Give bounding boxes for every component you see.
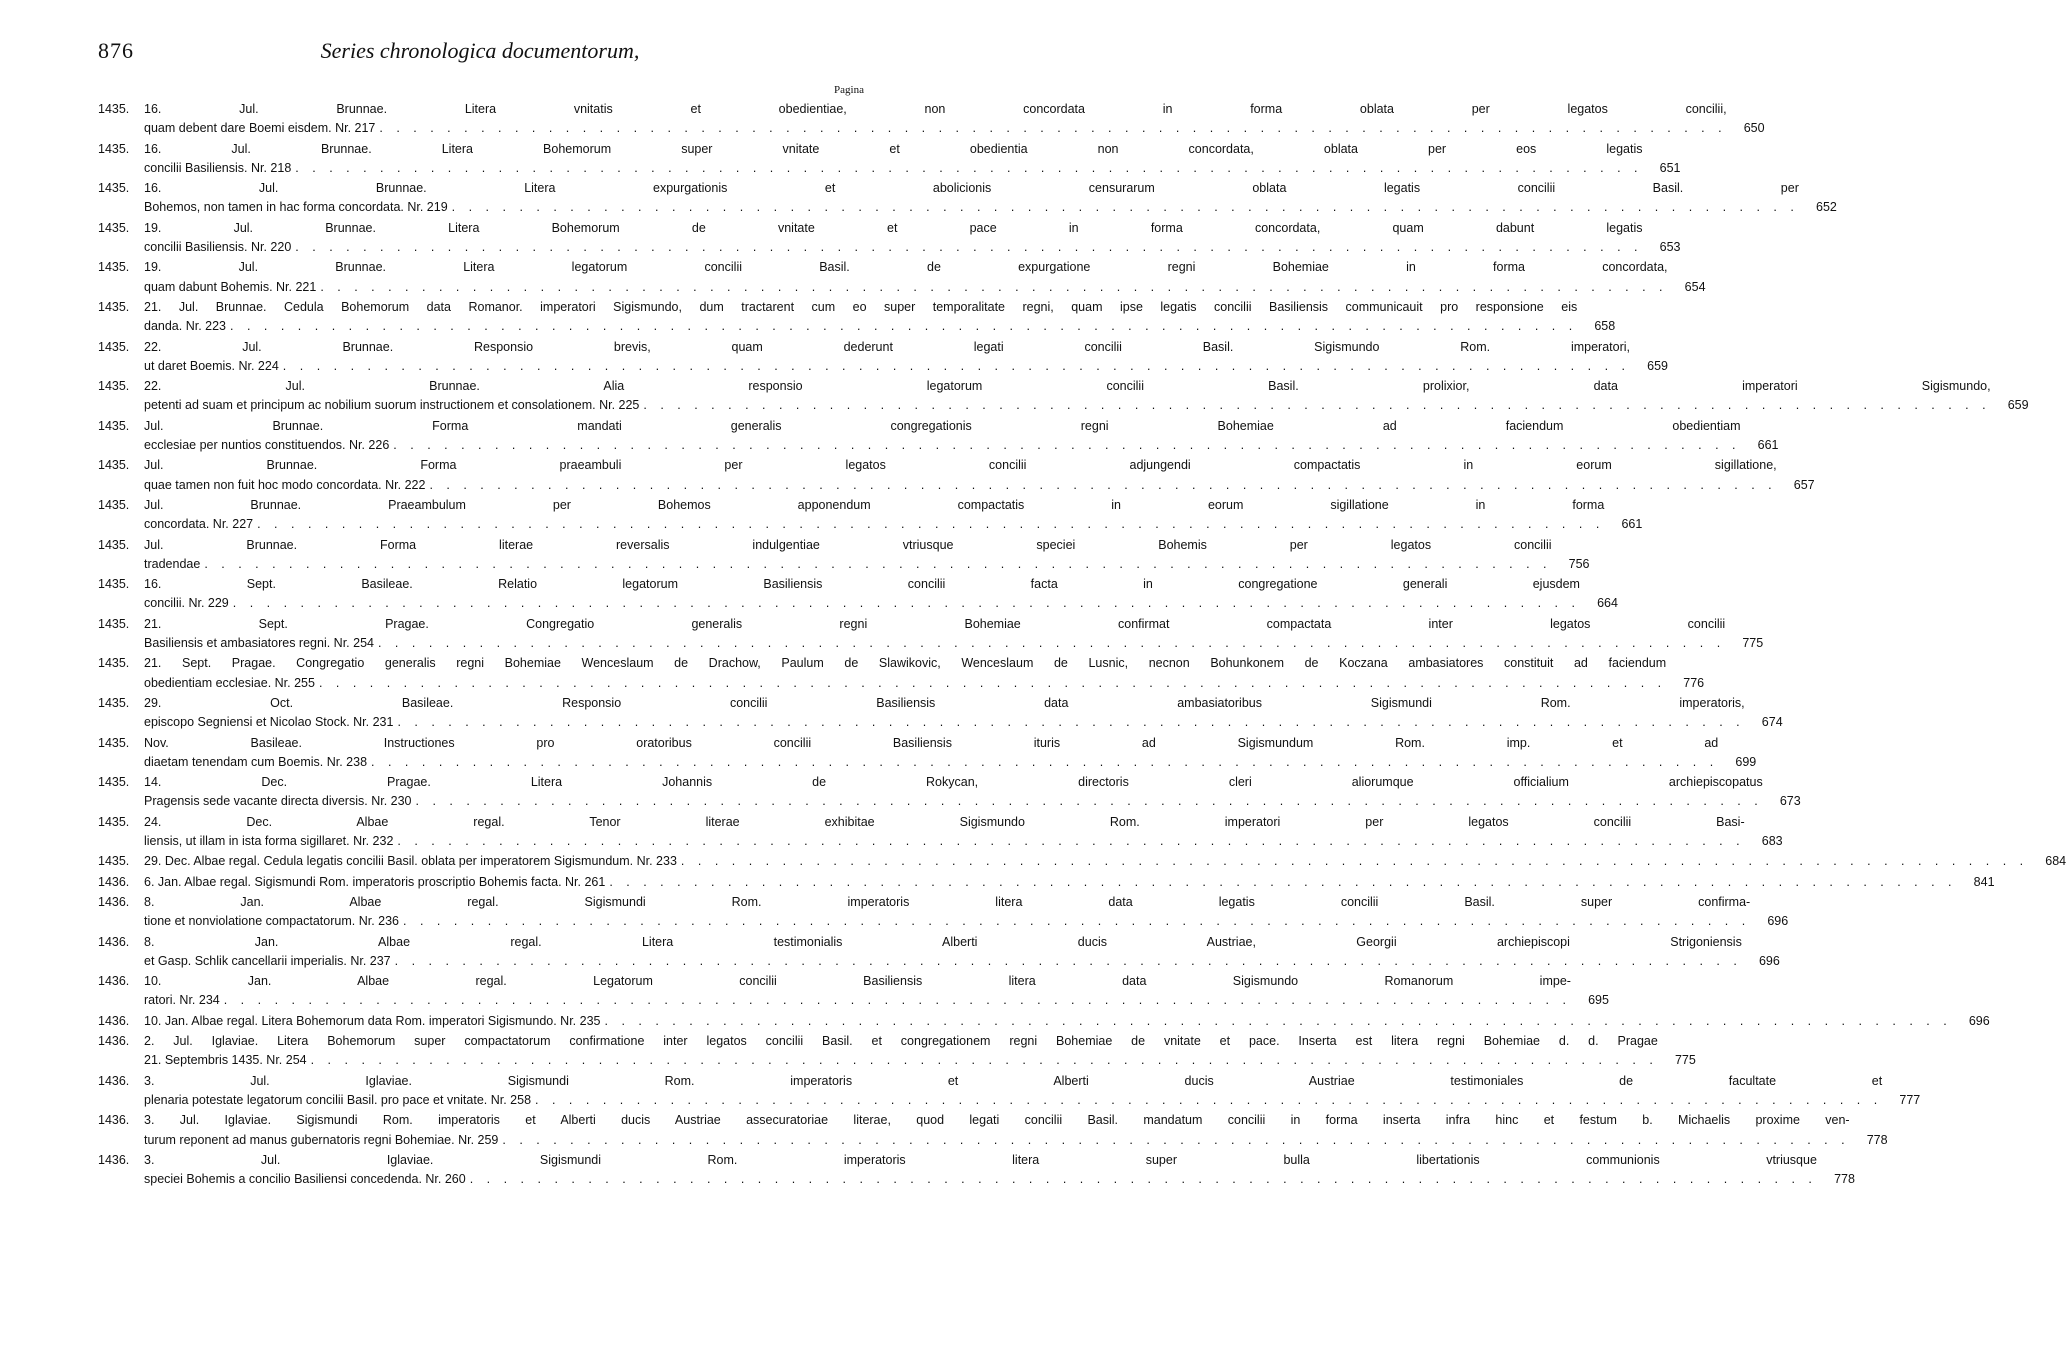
entry-text — [144, 377, 1991, 415]
entry-year: 1435. — [98, 418, 130, 433]
entry-last-text: plenaria potestate legatorum concilii Basil. pro pace et vnitate. Nr. 258 — [144, 1093, 532, 1108]
entry-row — [98, 813, 1783, 851]
entry-last-text: 29. Dec. Albae regal. Cedula legatis concilii Basil. oblata per imperatorem Sigismundum. Nr. 233 — [144, 854, 677, 869]
entry-text — [144, 456, 1777, 494]
entry-last-line — [144, 1170, 1817, 1189]
entry-year: 1436. — [98, 874, 130, 889]
entry-page-ref: 756 — [1568, 556, 1590, 571]
entry-page-ref: 650 — [1743, 121, 1765, 136]
dot-leader: . . . . . . . . . . . . . . . . . . . . . . . . . . . . . . . . . . . . . . . . . . . . . . . . . . . . . . . . . . . . . . . . . . . . . . . . . . . . . . . . — [310, 1053, 1658, 1068]
entry-lead-text: 16. Sept. Basileae. Relatio legatorum Basiliensis concilii facta in congregatione generali ejusdem — [144, 577, 1580, 592]
entry-text — [144, 536, 1552, 574]
entry-last-text: ut daret Boemis. Nr. 224 — [144, 358, 279, 373]
entry-text — [144, 417, 1741, 455]
entry-last-line — [144, 1091, 1882, 1110]
entry-year: 1435. — [98, 616, 130, 631]
entry-year: 1435. — [98, 102, 130, 116]
entry-text — [144, 654, 1666, 692]
entry-lead-text: 3. Jul. Iglaviae. Sigismundi Rom. imperatoris et Alberti ducis Austriae testimoniales de facultate et — [144, 1073, 1883, 1088]
entry-text — [144, 258, 1668, 296]
entry-lead-text: 19. Jul. Brunnae. Litera legatorum concilii Basil. de expurgatione regni Bohemiae in forma concordata, — [144, 260, 1668, 275]
entry-row — [98, 1012, 1990, 1031]
entry-year: 1435. — [98, 814, 130, 829]
entry-last-line — [144, 832, 1745, 851]
entry-lead-text: 8. Jan. Albae regal. Sigismundi Rom. imperatoris litera data legatis concilii Basil. super confirma- — [144, 895, 1751, 910]
dot-leader: . . . . . . . . . . . . . . . . . . . . . . . . . . . . . . . . . . . . . . . . . . . . . . . . . . . . . . . . . . . . . . . . . . . . . . . . . . . . . . . . — [295, 239, 1643, 254]
entry-text — [144, 140, 1643, 178]
entry-row — [98, 496, 1643, 534]
entry-year: 1435. — [98, 220, 130, 235]
entry-lead-text: Jul. Brunnae. Forma mandati generalis congregationis regni Bohemiae ad faciendum obedientiam — [144, 418, 1741, 433]
entry-row — [98, 575, 1618, 613]
entry-last-text: Basiliensis et ambasiatores regni. Nr. 254 — [144, 635, 374, 650]
entry-last-line — [144, 555, 1552, 574]
entry-year: 1435. — [98, 537, 130, 552]
entry-page-ref: 653 — [1659, 239, 1681, 254]
entry-row — [98, 258, 1706, 296]
entry-last-text: 21. Septembris 1435. Nr. 254 — [144, 1053, 307, 1068]
entry-last-text: obedientiam ecclesiae. Nr. 255 — [144, 675, 315, 690]
dot-leader: . . . . . . . . . . . . . . . . . . . . . . . . . . . . . . . . . . . . . . . . . . . . . . . . . . . . . . . . . . . . . . . . . . . . . . . . . . . . . . . . — [377, 635, 1726, 650]
entry-row — [98, 694, 1783, 732]
entry-last-text: speciei Bohemis a concilio Basiliensi concedenda. Nr. 260 — [144, 1172, 466, 1187]
entry-row — [98, 734, 1757, 772]
entry-year: 1436. — [98, 934, 130, 949]
entry-last-text: concilii Basiliensis. Nr. 218 — [144, 160, 292, 175]
dot-leader: . . . . . . . . . . . . . . . . . . . . . . . . . . . . . . . . . . . . . . . . . . . . . . . . . . . . . . . . . . . . . . . . . . . . . . . . . . . . . . . . — [643, 398, 1991, 413]
dot-leader: . . . . . . . . . . . . . . . . . . . . . . . . . . . . . . . . . . . . . . . . . . . . . . . . . . . . . . . . . . . . . . . . . . . . . . . . . . . . . . . . — [609, 874, 1957, 889]
entry-row — [98, 1111, 1888, 1149]
entry-lead-text: Jul. Brunnae. Praeambulum per Bohemos apponendum compactatis in eorum sigillatione in forma — [144, 497, 1605, 512]
entry-last-line — [144, 1131, 1850, 1150]
entry-lead-text: 22. Jul. Brunnae. Responsio brevis, quam dederunt legati concilii Basil. Sigismundo Rom. imperatori, — [144, 339, 1630, 354]
entry-page-ref: 778 — [1866, 1132, 1888, 1147]
entry-year: 1435. — [98, 854, 130, 869]
dot-leader: . . . . . . . . . . . . . . . . . . . . . . . . . . . . . . . . . . . . . . . . . . . . . . . . . . . . . . . . . . . . . . . . . . . . . . . . . . . . . . . . — [429, 477, 1777, 492]
entry-last-line — [144, 753, 1718, 772]
entry-page-ref: 657 — [1793, 477, 1815, 492]
entry-year: 1435. — [98, 379, 130, 394]
entry-last-line — [144, 476, 1777, 495]
entry-text — [144, 100, 1727, 138]
entry-lead-text: 22. Jul. Brunnae. Alia responsio legatorum concilii Basil. prolixior, data imperatori Sigismundo, — [144, 379, 1991, 394]
entry-row — [98, 298, 1616, 336]
entry-row — [98, 873, 1995, 892]
entry-lead-text: 21. Jul. Brunnae. Cedula Bohemorum data Romanor. imperatori Sigismundo, dum tractarent cum eo super temporalitate regni, quam ipse legatis concilii Basiliensis communicauit pro responsione eis — [144, 299, 1578, 314]
entry-year: 1435. — [98, 695, 130, 710]
dot-leader: . . . . . . . . . . . . . . . . . . . . . . . . . . . . . . . . . . . . . . . . . . . . . . . . . . . . . . . . . . . . . . . . . . . . . . . . . . . . . . . . — [320, 279, 1668, 294]
entry-page-ref: 654 — [1684, 279, 1706, 294]
entry-last-line — [144, 952, 1742, 971]
entry-row — [98, 456, 1815, 494]
entry-row — [98, 140, 1681, 178]
dot-leader: . . . . . . . . . . . . . . . . . . . . . . . . . . . . . . . . . . . . . . . . . . . . . . . . . . . . . . . . . . . . . . . . . . . . . . . . . . . . . . . . — [451, 200, 1799, 215]
entry-row — [98, 377, 2029, 415]
entry-year: 1435. — [98, 577, 130, 592]
entry-last-line — [144, 634, 1725, 653]
entry-page-ref: 674 — [1761, 715, 1783, 730]
entry-last-line — [144, 713, 1745, 732]
entry-text — [144, 219, 1643, 257]
entry-year: 1436. — [98, 974, 130, 989]
entry-lead-text: 3. Jul. Iglaviae. Sigismundi Rom. imperatoris et Alberti ducis Austriae assecuratoriae literae, quod legati concilii Basil. mandatum concilii in forma inserta infra hinc et festum b. Michaelis proxime ven- — [144, 1113, 1850, 1128]
entry-text — [144, 773, 1763, 811]
entry-year: 1436. — [98, 1073, 130, 1088]
entry-last-line — [144, 278, 1668, 297]
entry-last-line — [144, 1012, 1952, 1031]
dot-leader: . . . . . . . . . . . . . . . . . . . . . . . . . . . . . . . . . . . . . . . . . . . . . . . . . . . . . . . . . . . . . . . . . . . . . . . . . . . . . . . . — [379, 121, 1727, 136]
dot-leader: . . . . . . . . . . . . . . . . . . . . . . . . . . . . . . . . . . . . . . . . . . . . . . . . . . . . . . . . . . . . . . . . . . . . . . . . . . . . . . . . — [295, 160, 1643, 175]
entry-lead-text: 2. Jul. Iglaviae. Litera Bohemorum super compactatorum confirmatione inter legatos concilii Basil. et congregationem regni Bohemiae de vnitate et pace. Inserta est litera regni Bohemiae d. d. Pragae — [144, 1034, 1658, 1049]
entry-page-ref: 776 — [1683, 675, 1705, 690]
entry-year: 1435. — [98, 339, 130, 354]
entry-last-line — [144, 912, 1750, 931]
entry-page-ref: 775 — [1742, 635, 1764, 650]
entry-lead-text: 29. Oct. Basileae. Responsio concilii Basiliensis data ambasiatoribus Sigismundi Rom. imperatoris, — [144, 695, 1745, 710]
dot-leader: . . . . . . . . . . . . . . . . . . . . . . . . . . . . . . . . . . . . . . . . . . . . . . . . . . . . . . . . . . . . . . . . . . . . . . . . . . . . . . . . — [403, 914, 1751, 929]
entry-page-ref: 699 — [1735, 754, 1757, 769]
entry-row — [98, 654, 1705, 692]
entry-lead-text: 16. Jul. Brunnae. Litera Bohemorum super vnitate et obedientia non concordata, oblata per eos legatis — [144, 141, 1643, 156]
entry-last-line — [144, 436, 1741, 455]
entry-last-line — [144, 198, 1799, 217]
entry-last-text: turum reponent ad manus gubernatoris regni Bohemiae. Nr. 259 — [144, 1132, 499, 1147]
entry-year: 1435. — [98, 299, 130, 314]
entry-last-text: concordata. Nr. 227 — [144, 517, 254, 532]
entry-lead-text: Nov. Basileae. Instructiones pro oratoribus concilii Basiliensis ituris ad Sigismundum Rom. imp. et ad — [144, 735, 1719, 750]
dot-leader: . . . . . . . . . . . . . . . . . . . . . . . . . . . . . . . . . . . . . . . . . . . . . . . . . . . . . . . . . . . . . . . . . . . . . . . . . . . . . . . . — [223, 993, 1571, 1008]
dot-leader: . . . . . . . . . . . . . . . . . . . . . . . . . . . . . . . . . . . . . . . . . . . . . . . . . . . . . . . . . . . . . . . . . . . . . . . . . . . . . . . . — [318, 675, 1667, 690]
entry-text — [144, 575, 1580, 613]
entry-last-text: quam debent dare Boemi eisdem. Nr. 217 — [144, 121, 376, 136]
entry-last-line — [144, 396, 1991, 415]
entry-lead-text: Jul. Brunnae. Forma praeambuli per legatos concilii adjungendi compactatis in eorum sigillatione, — [144, 458, 1777, 473]
entry-lead-text: 14. Dec. Pragae. Litera Johannis de Rokycan, directoris cleri aliorumque officialium archiepiscopatus — [144, 775, 1763, 790]
entry-row — [98, 179, 1837, 217]
dot-leader: . . . . . . . . . . . . . . . . . . . . . . . . . . . . . . . . . . . . . . . . . . . . . . . . . . . . . . . . . . . . . . . . . . . . . . . . . . . . . . . . — [257, 517, 1605, 532]
entry-lead-text: 24. Dec. Albae regal. Tenor literae exhibitae Sigismundo Rom. imperatori per legatos concilii Basi- — [144, 814, 1745, 829]
running-head — [98, 38, 862, 74]
entry-year: 1435. — [98, 497, 130, 512]
entry-last-line — [144, 792, 1763, 811]
entry-text — [144, 615, 1725, 653]
entry-last-line — [144, 873, 1957, 892]
entry-text — [144, 813, 1745, 851]
entry-last-text: diaetam tenendam cum Boemis. Nr. 238 — [144, 754, 368, 769]
dot-leader: . . . . . . . . . . . . . . . . . . . . . . . . . . . . . . . . . . . . . . . . . . . . . . . . . . . . . . . . . . . . . . . . . . . . . . . . . . . . . . . . — [415, 794, 1763, 809]
entry-row — [98, 219, 1681, 257]
entry-year: 1435. — [98, 735, 130, 750]
entry-text — [144, 893, 1750, 931]
entry-text — [144, 179, 1799, 217]
entry-text — [144, 852, 2028, 871]
entry-row — [98, 536, 1590, 574]
entry-text — [144, 298, 1577, 336]
entry-last-text: Bohemos, non tamen in hac forma concordata. Nr. 219 — [144, 200, 448, 215]
entry-last-text: danda. Nr. 223 — [144, 319, 227, 334]
entry-lead-text: 3. Jul. Iglaviae. Sigismundi Rom. imperatoris litera super bulla libertationis communionis vtriusque — [144, 1153, 1817, 1168]
entry-text — [144, 338, 1630, 376]
entry-year: 1436. — [98, 1153, 130, 1168]
entry-page-ref: 652 — [1816, 200, 1837, 215]
entry-page-ref: 696 — [1767, 914, 1789, 929]
entry-last-text: 10. Jan. Albae regal. Litera Bohemorum data Rom. imperatori Sigismundo. Nr. 235 — [144, 1013, 601, 1028]
entry-year: 1436. — [98, 1034, 130, 1049]
entry-text — [144, 1111, 1850, 1149]
entry-last-text: ecclesiae per nuntios constituendos. Nr. 226 — [144, 437, 390, 452]
entry-last-text: ratori. Nr. 234 — [144, 993, 220, 1008]
entry-page-ref: 777 — [1899, 1093, 1921, 1108]
entry-page-ref: 841 — [1973, 874, 1995, 889]
page-number: 876 — [98, 38, 134, 63]
entry-last-line — [144, 852, 2028, 871]
entry-last-line — [144, 357, 1630, 376]
entry-last-line — [144, 674, 1666, 693]
entry-page-ref: 658 — [1594, 319, 1616, 334]
entry-row — [98, 1151, 1855, 1189]
entry-page-ref: 673 — [1779, 794, 1801, 809]
entry-year: 1436. — [98, 1013, 130, 1028]
entry-year: 1435. — [98, 260, 130, 275]
entry-page-ref: 684 — [2045, 854, 2066, 869]
dot-leader: . . . . . . . . . . . . . . . . . . . . . . . . . . . . . . . . . . . . . . . . . . . . . . . . . . . . . . . . . . . . . . . . . . . . . . . . . . . . . . . . — [397, 833, 1745, 848]
dot-leader: . . . . . . . . . . . . . . . . . . . . . . . . . . . . . . . . . . . . . . . . . . . . . . . . . . . . . . . . . . . . . . . . . . . . . . . . . . . . . . . . — [393, 437, 1741, 452]
entry-year: 1435. — [98, 458, 130, 473]
entry-last-text: liensis, ut illam in ista forma sigillaret. Nr. 232 — [144, 833, 394, 848]
entry-page-ref: 659 — [1647, 358, 1668, 373]
entry-last-line — [144, 159, 1643, 178]
entry-text — [144, 1151, 1817, 1189]
entry-page-ref: 664 — [1597, 596, 1618, 611]
page-title: Series chronologica documentorum, — [320, 38, 640, 63]
entry-year: 1435. — [98, 775, 130, 790]
dot-leader: . . . . . . . . . . . . . . . . . . . . . . . . . . . . . . . . . . . . . . . . . . . . . . . . . . . . . . . . . . . . . . . . . . . . . . . . . . . . . . . . — [535, 1093, 1883, 1108]
entry-last-text: quae tamen non fuit hoc modo concordata. Nr. 222 — [144, 477, 426, 492]
entry-year: 1436. — [98, 1113, 130, 1128]
entry-row — [98, 338, 1668, 376]
entry-last-line — [144, 119, 1727, 138]
entry-page-ref: 661 — [1621, 517, 1643, 532]
entry-last-line — [144, 594, 1580, 613]
entry-text — [144, 1032, 1658, 1070]
entry-last-line — [144, 317, 1577, 336]
entry-last-text: tradendae — [144, 556, 201, 571]
entry-year: 1436. — [98, 895, 130, 910]
entry-page-ref: 696 — [1758, 953, 1780, 968]
entry-lead-text: 16. Jul. Brunnae. Litera vnitatis et obedientiae, non concordata in forma oblata per legatos concilii, — [144, 102, 1727, 116]
dot-leader: . . . . . . . . . . . . . . . . . . . . . . . . . . . . . . . . . . . . . . . . . . . . . . . . . . . . . . . . . . . . . . . . . . . . . . . . . . . . . . . . — [230, 319, 1578, 334]
entry-year: 1435. — [98, 141, 130, 156]
entry-row — [98, 893, 1789, 931]
entry-lead-text: 21. Sept. Pragae. Congregatio generalis regni Bohemiae confirmat compactata inter legatos concilii — [144, 616, 1726, 631]
entry-last-text: episcopo Segniensi et Nicolao Stock. Nr. 231 — [144, 715, 394, 730]
entry-text — [144, 873, 1957, 892]
entry-page-ref: 695 — [1588, 993, 1609, 1008]
entry-row — [98, 933, 1780, 971]
dot-leader: . . . . . . . . . . . . . . . . . . . . . . . . . . . . . . . . . . . . . . . . . . . . . . . . . . . . . . . . . . . . . . . . . . . . . . . . . . . . . . . . — [604, 1013, 1952, 1028]
column-label-pagina: Pagina — [834, 84, 864, 96]
dot-leader: . . . . . . . . . . . . . . . . . . . . . . . . . . . . . . . . . . . . . . . . . . . . . . . . . . . . . . . . . . . . . . . . . . . . . . . . . . . . . . . . — [502, 1132, 1850, 1147]
entry-year: 1435. — [98, 656, 130, 671]
dot-leader: . . . . . . . . . . . . . . . . . . . . . . . . . . . . . . . . . . . . . . . . . . . . . . . . . . . . . . . . . . . . . . . . . . . . . . . . . . . . . . . . — [282, 358, 1630, 373]
entry-lead-text: 19. Jul. Brunnae. Litera Bohemorum de vnitate et pace in forma concordata, quam dabunt legatis — [144, 220, 1643, 235]
entry-last-line — [144, 515, 1604, 534]
entry-lead-text: 8. Jan. Albae regal. Litera testimonialis Alberti ducis Austriae, Georgii archiepiscopi Strigoniensis — [144, 934, 1742, 949]
entry-year: 1435. — [98, 181, 130, 196]
entry-row — [98, 417, 1779, 455]
entry-row — [98, 852, 2066, 871]
entry-last-text: Pragensis sede vacante directa diversis. Nr. 230 — [144, 794, 412, 809]
entry-text — [144, 1012, 1952, 1031]
entry-last-text: concilii. Nr. 229 — [144, 596, 229, 611]
entry-page-ref: 659 — [2007, 398, 2029, 413]
dot-leader: . . . . . . . . . . . . . . . . . . . . . . . . . . . . . . . . . . . . . . . . . . . . . . . . . . . . . . . . . . . . . . . . . . . . . . . . . . . . . . . . — [204, 556, 1552, 571]
entry-page-ref: 778 — [1834, 1172, 1855, 1187]
entry-page-ref: 696 — [1968, 1013, 1990, 1028]
dot-leader: . . . . . . . . . . . . . . . . . . . . . . . . . . . . . . . . . . . . . . . . . . . . . . . . . . . . . . . . . . . . . . . . . . . . . . . . . . . . . . . . — [371, 754, 1719, 769]
entry-row — [98, 100, 1765, 138]
entry-last-line — [144, 1051, 1658, 1070]
dot-leader: . . . . . . . . . . . . . . . . . . . . . . . . . . . . . . . . . . . . . . . . . . . . . . . . . . . . . . . . . . . . . . . . . . . . . . . . . . . . . . . . — [394, 953, 1742, 968]
entry-text — [144, 1072, 1882, 1110]
entry-last-line — [144, 238, 1643, 257]
entry-text — [144, 496, 1604, 534]
entry-text — [144, 694, 1745, 732]
entry-last-text: 6. Jan. Albae regal. Sigismundi Rom. imperatoris proscriptio Bohemis facta. Nr. 261 — [144, 874, 606, 889]
entry-lead-text: Jul. Brunnae. Forma literae reversalis indulgentiae vtriusque speciei Bohemis per legatos concilii — [144, 537, 1552, 552]
dot-leader: . . . . . . . . . . . . . . . . . . . . . . . . . . . . . . . . . . . . . . . . . . . . . . . . . . . . . . . . . . . . . . . . . . . . . . . . . . . . . . . . — [680, 854, 2029, 869]
entry-row — [98, 615, 1764, 653]
entry-page-ref: 661 — [1757, 437, 1779, 452]
entry-last-line — [144, 991, 1571, 1010]
entry-text — [144, 933, 1742, 971]
entry-row — [98, 1072, 1921, 1110]
dot-leader: . . . . . . . . . . . . . . . . . . . . . . . . . . . . . . . . . . . . . . . . . . . . . . . . . . . . . . . . . . . . . . . . . . . . . . . . . . . . . . . . — [397, 715, 1745, 730]
entry-lead-text: 16. Jul. Brunnae. Litera expurgationis et abolicionis censurarum oblata legatis concilii Basil. per — [144, 181, 1799, 196]
entry-lead-text: 10. Jan. Albae regal. Legatorum concilii Basiliensis litera data Sigismundo Romanorum impe- — [144, 974, 1571, 989]
entry-last-text: petenti ad suam et principum ac nobilium suorum instructionem et consolationem. Nr. 225 — [144, 398, 640, 413]
entry-last-text: tione et nonviolatione compactatorum. Nr. 236 — [144, 914, 400, 929]
entry-lead-text: 21. Sept. Pragae. Congregatio generalis regni Bohemiae Wenceslaum de Drachow, Paulum de Slawikovic, Wenceslaum de Lusnic, necnon Bohunkonem de Koczana ambasiatores constituit ad faciendum — [144, 656, 1667, 671]
entry-page-ref: 775 — [1674, 1053, 1696, 1068]
entry-page-ref: 651 — [1659, 160, 1681, 175]
entry-page-ref: 683 — [1761, 833, 1783, 848]
entry-last-text: concilii Basiliensis. Nr. 220 — [144, 239, 292, 254]
entry-row — [98, 773, 1801, 811]
chronological-entries — [98, 100, 2066, 1191]
entry-last-text: et Gasp. Schlik cancellarii imperialis. Nr. 237 — [144, 953, 391, 968]
dot-leader: . . . . . . . . . . . . . . . . . . . . . . . . . . . . . . . . . . . . . . . . . . . . . . . . . . . . . . . . . . . . . . . . . . . . . . . . . . . . . . . . — [232, 596, 1580, 611]
dot-leader: . . . . . . . . . . . . . . . . . . . . . . . . . . . . . . . . . . . . . . . . . . . . . . . . . . . . . . . . . . . . . . . . . . . . . . . . . . . . . . . . — [469, 1172, 1817, 1187]
entry-text — [144, 972, 1571, 1010]
entry-text — [144, 734, 1718, 772]
entry-last-text: quam dabunt Bohemis. Nr. 221 — [144, 279, 317, 294]
entry-row — [98, 972, 1609, 1010]
entry-row — [98, 1032, 1696, 1070]
